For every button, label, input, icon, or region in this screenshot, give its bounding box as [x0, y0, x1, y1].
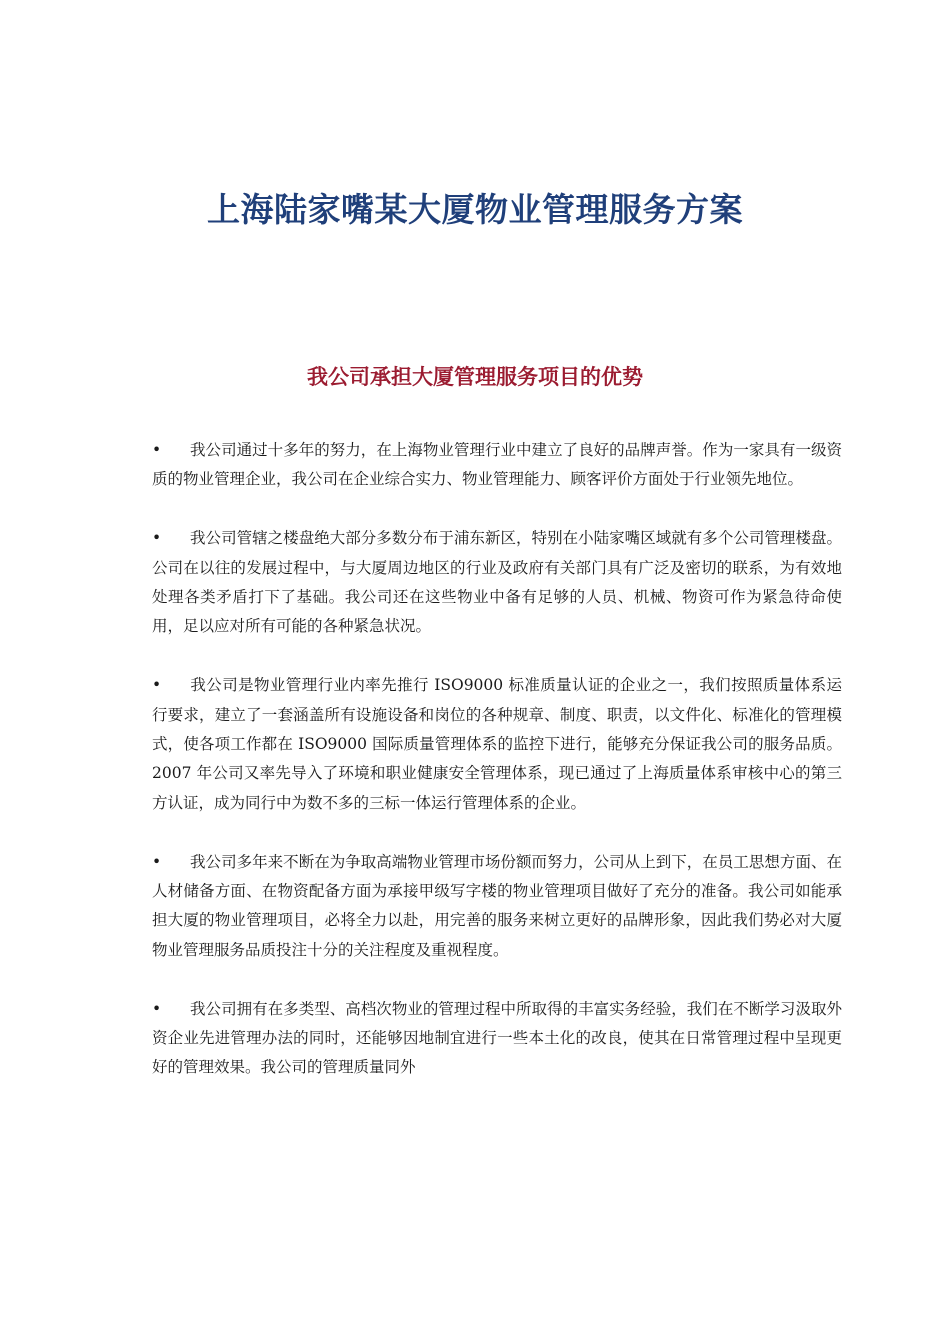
document-title: 上海陆家嘴某大厦物业管理服务方案 [207, 190, 743, 229]
bullet-marker: • [152, 441, 162, 459]
bullet-paragraph [152, 524, 842, 642]
bullet-paragraph [152, 671, 842, 818]
document-body [152, 436, 842, 1112]
paragraph-text: 我公司管辖之楼盘绝大部分多数分布于浦东新区，特别在小陆家嘴区域就有多个公司管理楼盘。公司在以往的发展过程中，与大厦周边地区的行业及政府有关部门具有广泛及密切的联系，为有效地处理各类矛盾打下了基础。我公司还在这些物业中备有足够的人员、机械、物资可作为紧急待命使用，足以应对所有可能的各种紧急状况。 [152, 529, 842, 636]
paragraph-text: 我公司是物业管理行业内率先推行 ISO9000 标准质量认证的企业之一，我们按照质量体系运行要求，建立了一套涵盖所有设施设备和岗位的各种规章、制度、职责，以文件化、标准化的管理模式，使各项工作都在 ISO9000 国际质量管理体系的监控下进行，能够充分保证我公司的服务品质。2007 年公司又率先导入了环境和职业健康安全管理体系，现已通过了上海质量体系审核中心的第三方认证，成为同行中为数不多的三标一体运行管理体系的企业。 [152, 676, 842, 812]
paragraph-text: 我公司多年来不断在为争取高端物业管理市场份额而努力，公司从上到下，在员工思想方面、在人材储备方面、在物资配备方面为承接甲级写字楼的物业管理项目做好了充分的准备。我公司如能承担大厦的物业管理项目，必将全力以赴，用完善的服务来树立更好的品牌形象，因此我们势必对大厦物业管理服务品质投注十分的关注程度及重视程度。 [152, 852, 842, 959]
paragraph-text: 我公司拥有在多类型、高档次物业的管理过程中所取得的丰富实务经验，我们在不断学习汲取外资企业先进管理办法的同时，还能够因地制宜进行一些本土化的改良，使其在日常管理过程中呈现更好的管理效果。我公司的管理质量同外 [152, 999, 842, 1077]
bullet-marker: • [152, 999, 162, 1018]
section-heading: 我公司承担大厦管理服务项目的优势 [307, 365, 643, 389]
bullet-paragraph [152, 848, 842, 966]
bullet-paragraph [152, 436, 842, 495]
bullet-marker: • [152, 676, 162, 695]
bullet-marker: • [152, 529, 162, 548]
bullet-paragraph [152, 995, 842, 1083]
paragraph-text: 我公司通过十多年的努力，在上海物业管理行业中建立了良好的品牌声誉。作为一家具有一级资质的物业管理企业，我公司在企业综合实力、物业管理能力、顾客评价方面处于行业领先地位。 [152, 441, 842, 489]
bullet-marker: • [152, 852, 162, 871]
